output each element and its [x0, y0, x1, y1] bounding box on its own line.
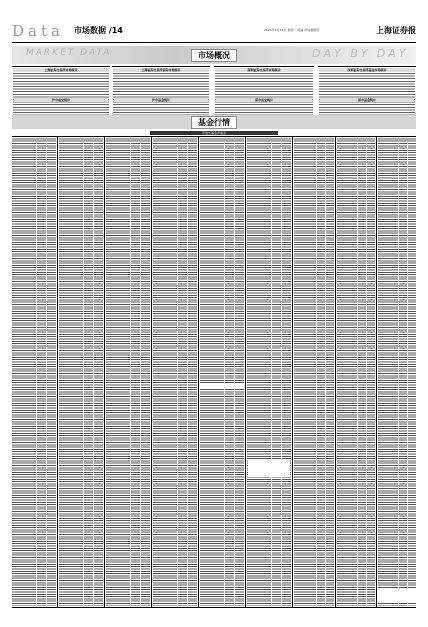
newspaper-masthead: 上海证券报 [376, 25, 416, 35]
fund-column [12, 138, 56, 606]
fund-column [200, 138, 244, 606]
market-table-caption: 深圳证券交易所市场统计 [215, 68, 313, 72]
banner-watermark-left: MARKET DATA [26, 48, 112, 58]
mini-table-caption: 沪市成交统计 [14, 98, 108, 102]
fund-listing-area [12, 136, 416, 608]
market-table-caption: 上海证券交易所债券市场统计 [113, 68, 209, 72]
column-divider [376, 137, 377, 607]
column-gap [200, 383, 244, 389]
mini-table-caption: 沪市基金统计 [114, 98, 208, 102]
banner-watermark-right: DAY BY DAY [312, 47, 409, 60]
column-divider [151, 137, 152, 607]
fund-market-banner [12, 115, 416, 129]
fund-column [337, 138, 375, 606]
mini-table-caption: 深市成交统计 [216, 98, 312, 102]
market-overview-title: 市场概况 [191, 49, 237, 62]
fund-table-caption: 开放式基金净值表 [150, 131, 278, 135]
mini-table-1 [14, 98, 108, 114]
fund-column [378, 138, 416, 606]
header-rule [12, 42, 416, 43]
fund-column [106, 138, 150, 606]
section-title: 市场数据 /14 [74, 26, 123, 35]
mini-table-2 [114, 98, 208, 114]
column-divider [104, 137, 105, 607]
mini-table-3 [216, 98, 312, 114]
mini-table-4 [320, 98, 414, 114]
fund-column [153, 138, 197, 606]
column-divider [335, 137, 336, 607]
column-divider [57, 137, 58, 607]
market-table-caption: 深圳证券交易所基金市场统计 [319, 68, 415, 72]
column-divider [245, 137, 246, 607]
fund-column [247, 138, 291, 606]
column-gap [378, 589, 416, 603]
page-header [12, 22, 416, 40]
market-table-caption: 上海证券交易所市场统计 [13, 68, 109, 72]
market-overview-banner [12, 46, 416, 64]
column-divider [292, 137, 293, 607]
dateline: 2021年9月27日 星期一 责编 市场数据部 [264, 28, 320, 32]
fund-column [294, 138, 334, 606]
data-logo: Data [12, 22, 64, 40]
fund-column [59, 138, 103, 606]
column-divider [198, 137, 199, 607]
fund-market-title: 基金行情 [191, 116, 237, 129]
mini-table-caption: 深市基金统计 [320, 98, 414, 102]
column-gap [248, 459, 290, 477]
